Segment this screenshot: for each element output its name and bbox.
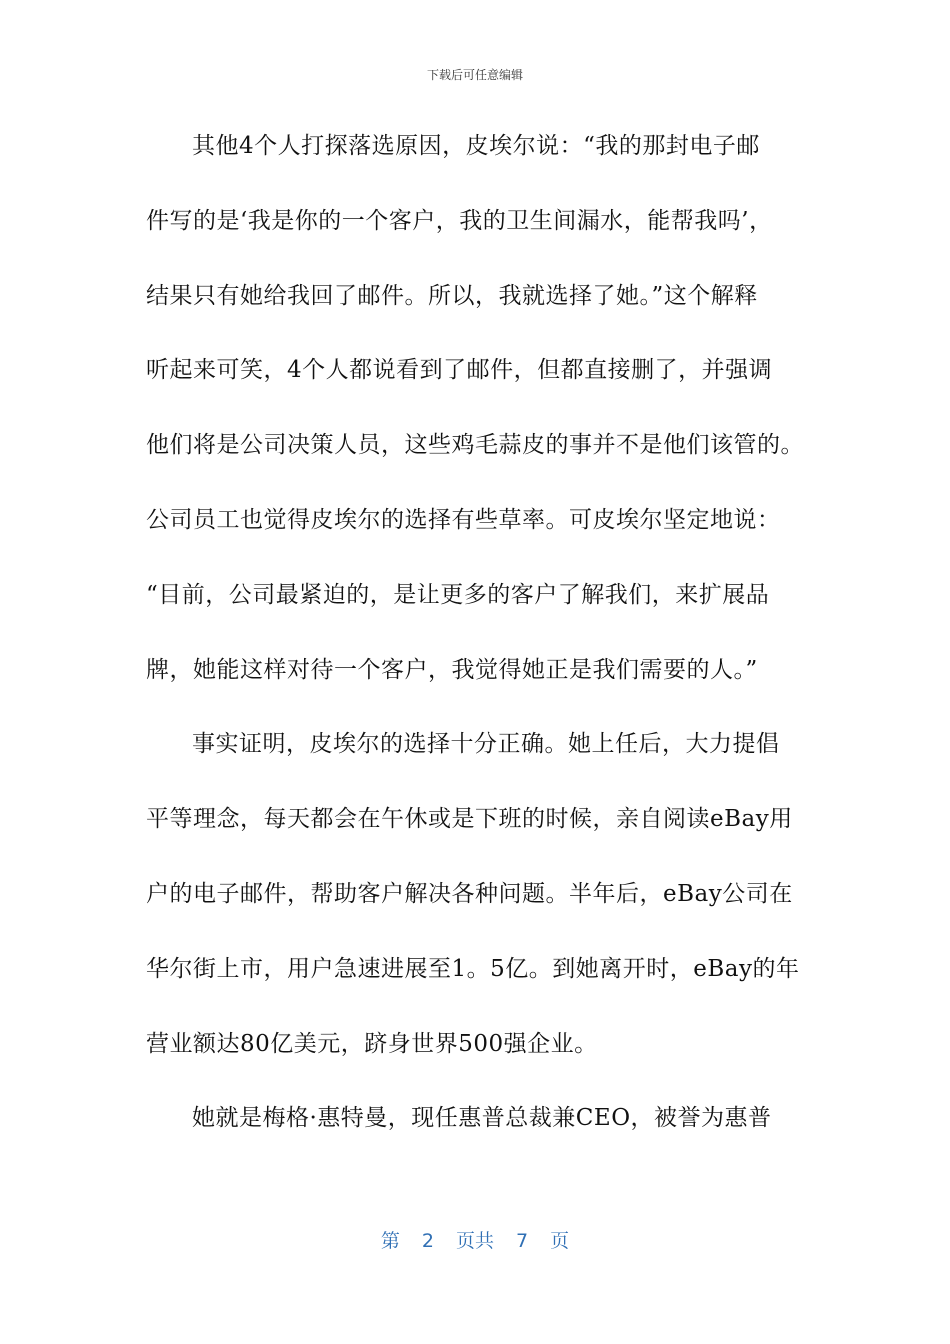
page-suffix: 页 xyxy=(550,1230,570,1252)
text-line: 牌，她能这样对待一个客户，我觉得她正是我们需要的人。” xyxy=(146,656,758,683)
page-number: 2 xyxy=(421,1230,434,1252)
text-line: 件写的是‘我是你的一个客户，我的卫生间漏水，能帮我吗’， xyxy=(146,207,773,234)
text-line: 结果只有她给我回了邮件。所以，我就选择了她。”这个解释 xyxy=(146,282,758,309)
text-line: 营业额达80亿美元，跻身世界500强企业。 xyxy=(146,1030,598,1057)
text-line: 户的电子邮件，帮助客户解决各种问题。半年后，eBay公司在 xyxy=(146,880,793,907)
page-mid: 页共 xyxy=(455,1230,494,1252)
page-total: 7 xyxy=(516,1230,529,1252)
page-header: 下载后可任意编辑 xyxy=(426,68,523,82)
page-footer xyxy=(0,1226,950,1253)
text-line: 平等理念，每天都会在午休或是下班的时候，亲自阅读eBay用 xyxy=(146,806,793,833)
text-line: “目前，公司最紧迫的，是让更多的客户了解我们，来扩展品 xyxy=(146,581,770,608)
text-line: 她就是梅格·惠特曼，现任惠普总裁兼CEO，被誉为惠普 xyxy=(192,1105,772,1132)
text-line: 华尔街上市，用户急速进展至1。5亿。到她离开时，eBay的年 xyxy=(146,955,800,982)
text-line: 听起来可笑，4个人都说看到了邮件，但都直接删了，并强调 xyxy=(146,357,773,384)
text-line: 其他4个人打探落选原因，皮埃尔说：“我的那封电子邮 xyxy=(192,133,760,159)
page-prefix: 第 xyxy=(380,1230,400,1252)
text-line: 公司员工也觉得皮埃尔的选择有些草率。可皮埃尔坚定地说： xyxy=(146,506,781,533)
text-line: 事实证明，皮埃尔的选择十分正确。她上任后，大力提倡 xyxy=(192,731,780,758)
text-line: 他们将是公司决策人员，这些鸡毛蒜皮的事并不是他们该管的。 xyxy=(146,432,804,459)
document-body xyxy=(146,130,816,1177)
